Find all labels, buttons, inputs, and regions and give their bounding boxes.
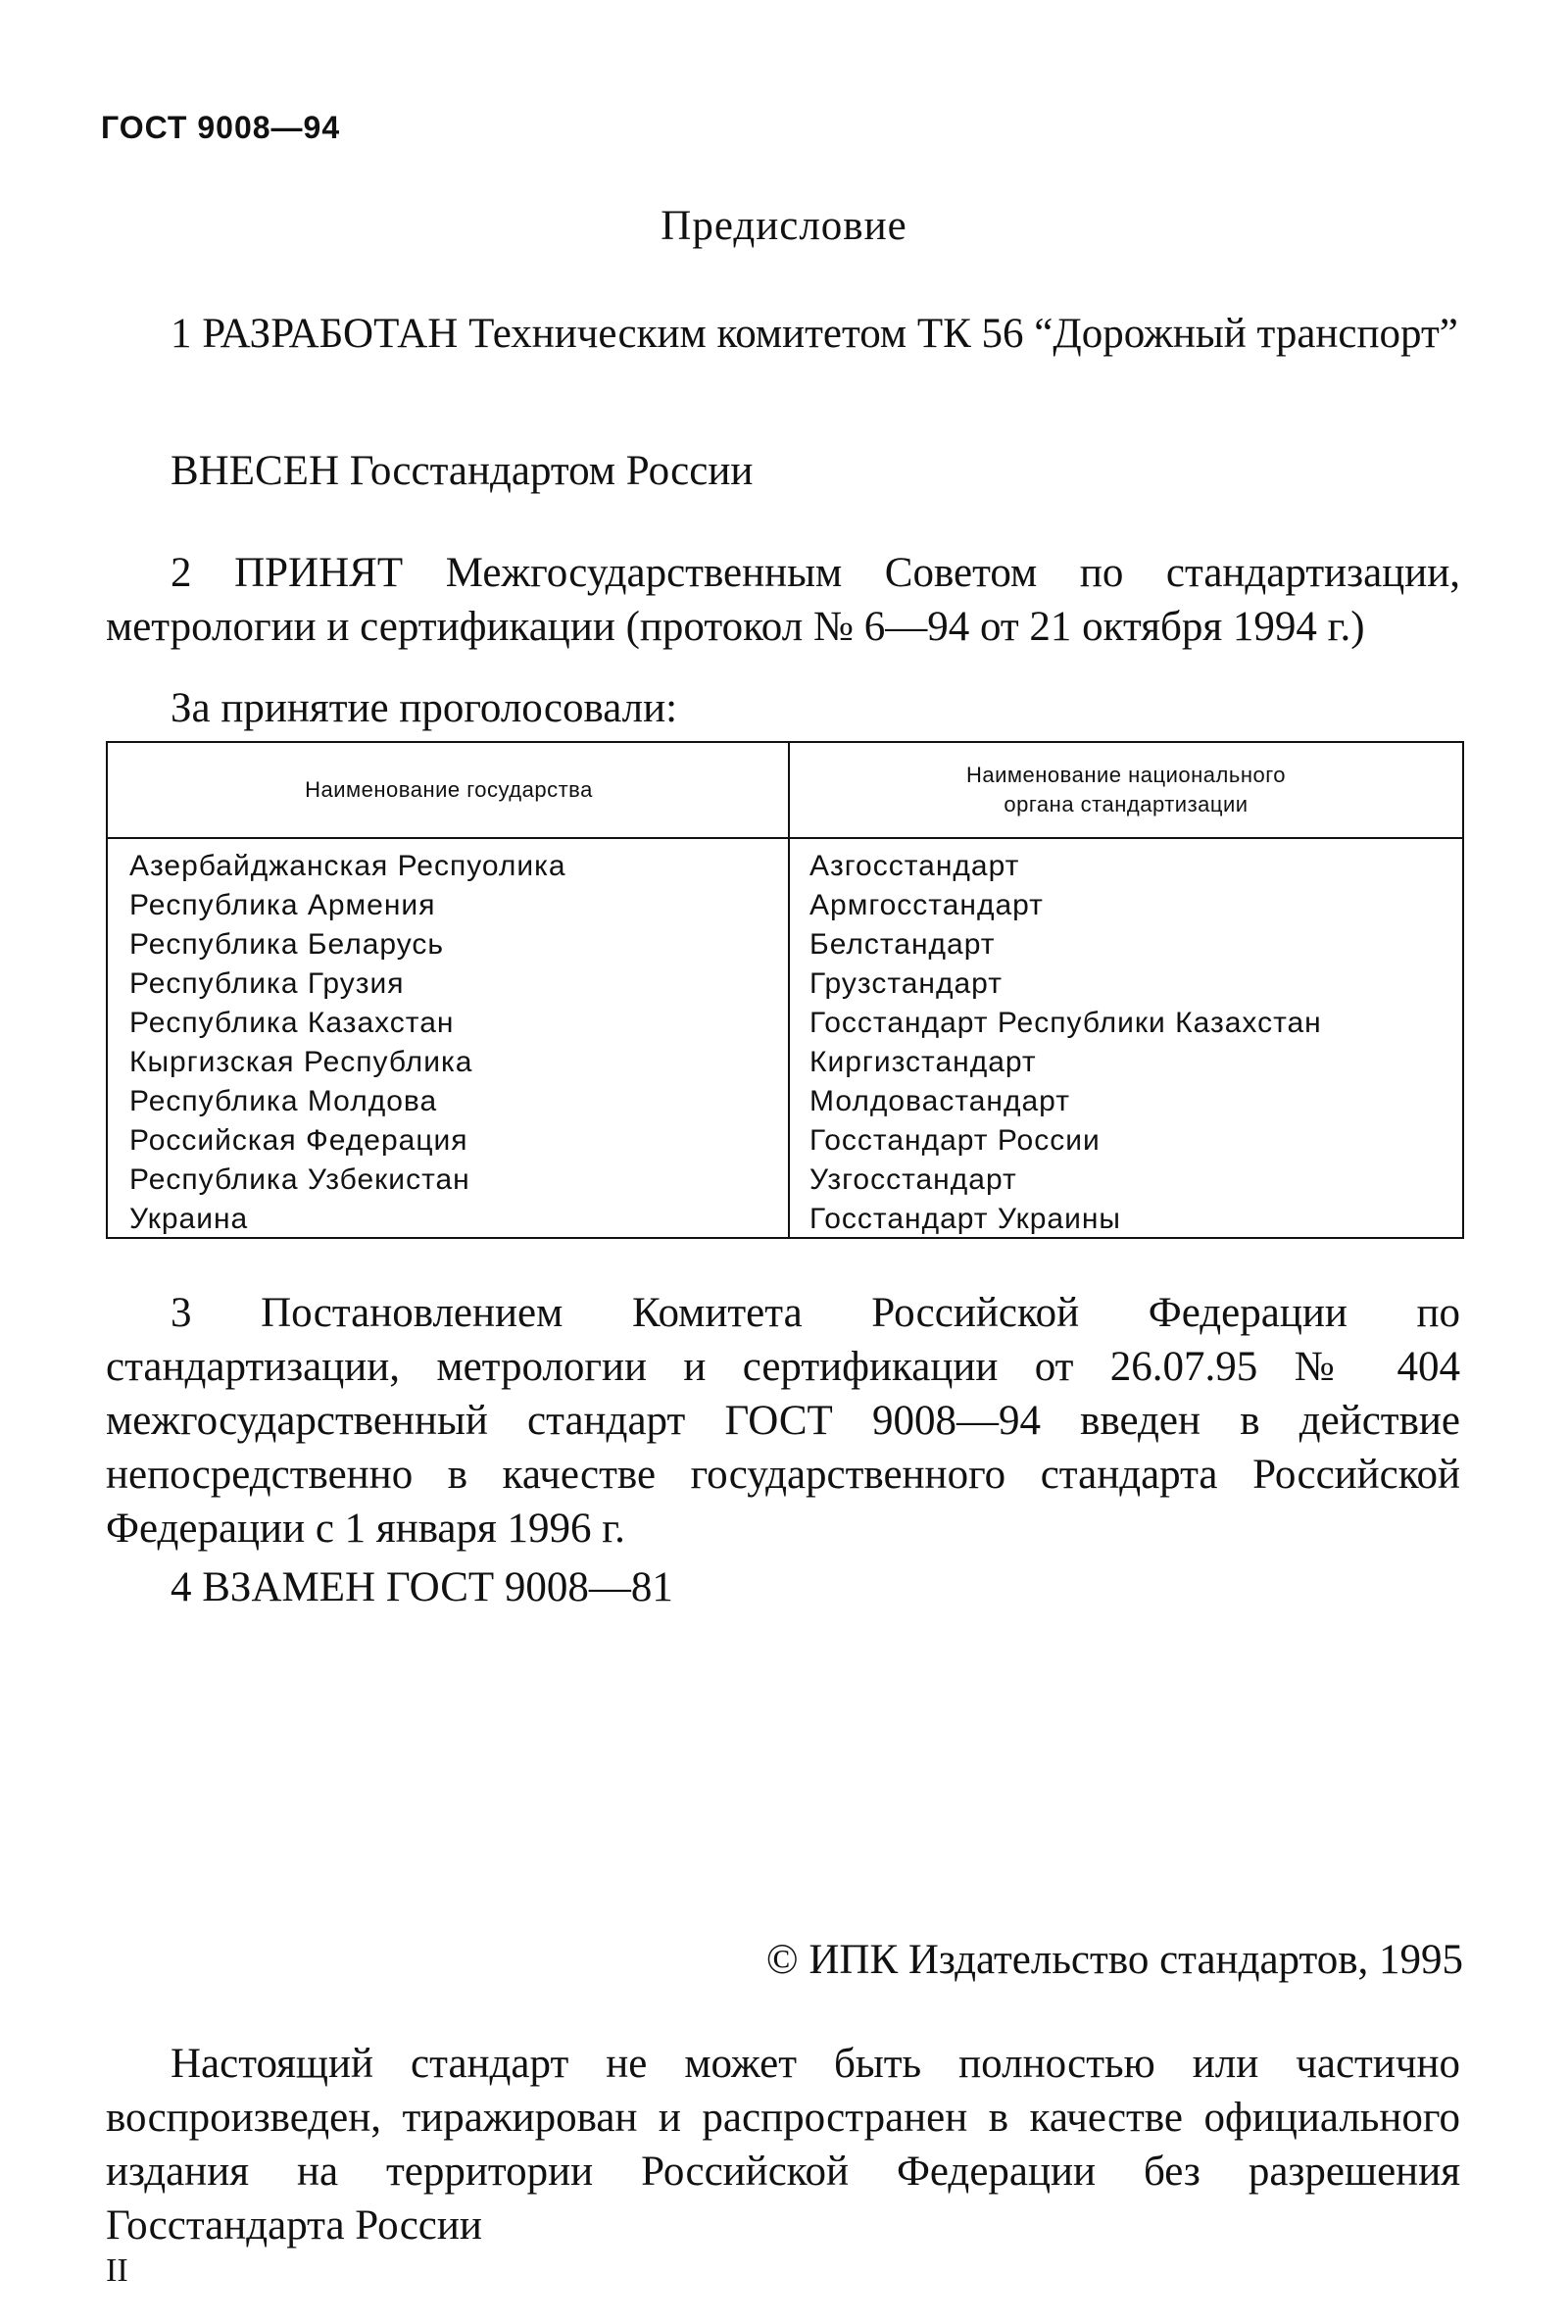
- table-header-state: Наименование государства: [108, 743, 790, 839]
- state-name: Республика Узбекистан: [129, 1163, 470, 1196]
- table-row: [108, 886, 1462, 925]
- state-name: Азербайджанская Респуолика: [129, 850, 566, 882]
- organ-name: Узгосстандарт: [809, 1163, 1017, 1196]
- organ-name: Армгосстандарт: [809, 889, 1044, 921]
- table-row: [108, 1121, 1462, 1161]
- organ-name: Грузстандарт: [809, 967, 1003, 1000]
- voting-table: [106, 741, 1464, 1239]
- table-row: [108, 925, 1462, 964]
- organ-name: Азгосстандарт: [809, 850, 1020, 882]
- item-introduced: ВНЕСЕН Госстандартом России: [171, 448, 754, 494]
- page-number: II: [106, 2252, 128, 2289]
- organ-name: Киргизстандарт: [809, 1046, 1037, 1078]
- state-name: Республика Молдова: [129, 1085, 438, 1117]
- state-name: Республика Грузия: [129, 967, 405, 1000]
- organ-name: Госстандарт России: [809, 1124, 1101, 1157]
- organ-name: Белстандарт: [809, 928, 996, 961]
- table-header-organ-label: Наименование национального органа стандартизации: [966, 763, 1286, 816]
- item-developed: 1 РАЗРАБОТАН Техническим комитетом ТК 56 “Дорожный транспорт”: [171, 311, 1458, 357]
- table-row: [108, 847, 1462, 886]
- table-body: [108, 847, 1462, 1239]
- table-row: [108, 1004, 1462, 1043]
- organ-name: Молдовастандарт: [809, 1085, 1070, 1117]
- state-name: Республика Беларусь: [129, 928, 445, 961]
- table-row: [108, 1043, 1462, 1082]
- state-name: Республика Армения: [129, 889, 436, 921]
- organ-name: Госстандарт Республики Казахстан: [809, 1007, 1322, 1039]
- copyright: © ИПК Издательство стандартов, 1995: [765, 1937, 1463, 1983]
- table-row: [108, 964, 1462, 1004]
- organ-name: Госстандарт Украины: [809, 1203, 1121, 1235]
- item-adopted: 2 ПРИНЯТ Межгосударственным Советом по стандартизации, метрологии и сертификации (протокол № 6—94 от 21 октября 1994 г.): [106, 550, 1460, 650]
- item-resolution: 3 Постановлением Комитета Российской Федерации по стандартизации, метрологии и сертификации от 26.07.95 № 404 межгосударственный стандарт ГОСТ 9008—94 введен в действие непосредственно в качестве государственного стандарта Российской Федерации с 1 января 1996 г.: [106, 1290, 1460, 1552]
- page-title: Предисловие: [661, 203, 907, 249]
- document-code: ГОСТ 9008—94: [101, 110, 341, 145]
- state-name: Кыргизская Республика: [129, 1046, 473, 1078]
- state-name: Республика Казахстан: [129, 1007, 455, 1039]
- table-row: [108, 1082, 1462, 1121]
- voted-intro: За принятие проголосовали:: [171, 685, 678, 731]
- table-row: [108, 1200, 1462, 1239]
- table-row: [108, 1161, 1462, 1200]
- state-name: Российская Федерация: [129, 1124, 468, 1157]
- reproduction-notice: Настоящий стандарт не может быть полностью или частично воспроизведен, тиражирован и распространен в качестве официального издания на территории Российской Федерации без разрешения Госстандарта России: [106, 2041, 1460, 2249]
- table-header-organ: [790, 743, 1462, 839]
- item-replaces: 4 ВЗАМЕН ГОСТ 9008—81: [171, 1564, 673, 1610]
- state-name: Украина: [129, 1203, 249, 1235]
